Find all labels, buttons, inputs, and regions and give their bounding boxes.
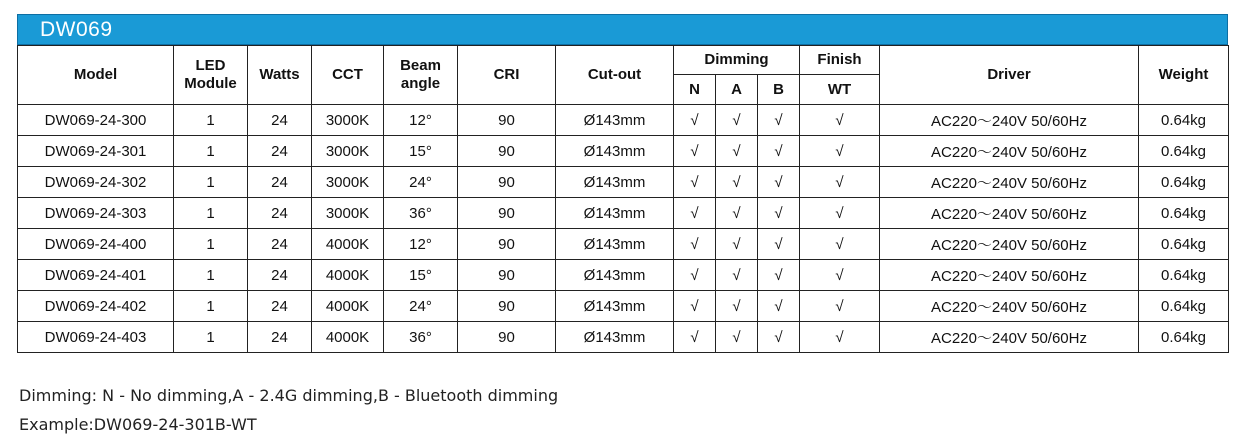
cell-weight: 0.64kg (1139, 229, 1229, 260)
cell-watts: 24 (248, 136, 312, 167)
table-row (18, 291, 1229, 322)
cell-driver: AC220～240V 50/60Hz (880, 167, 1139, 198)
cell-dimming-n: √ (674, 229, 716, 260)
cell-cri: 90 (458, 136, 556, 167)
cell-driver: AC220～240V 50/60Hz (880, 322, 1139, 353)
header-cutout: Cut-out (556, 46, 674, 105)
cell-cri: 90 (458, 291, 556, 322)
header-beam-angle: Beam angle (384, 46, 458, 105)
cell-led-module: 1 (174, 167, 248, 198)
table-row (18, 229, 1229, 260)
cell-beam-angle: 15° (384, 260, 458, 291)
table-row (18, 198, 1229, 229)
cell-watts: 24 (248, 291, 312, 322)
cell-dimming-b: √ (758, 167, 800, 198)
header-led-module: LED Module (174, 46, 248, 105)
cell-led-module: 1 (174, 229, 248, 260)
cell-weight: 0.64kg (1139, 136, 1229, 167)
cell-cct: 3000K (312, 136, 384, 167)
cell-watts: 24 (248, 105, 312, 136)
cell-dimming-a: √ (716, 291, 758, 322)
header-dimming-b: B (758, 75, 800, 105)
cell-model: DW069-24-403 (18, 322, 174, 353)
spec-sheet (17, 14, 1228, 353)
cell-weight: 0.64kg (1139, 105, 1229, 136)
cell-model: DW069-24-300 (18, 105, 174, 136)
header-weight: Weight (1139, 46, 1229, 105)
cell-watts: 24 (248, 322, 312, 353)
cell-model: DW069-24-302 (18, 167, 174, 198)
cell-dimming-n: √ (674, 105, 716, 136)
spec-table (17, 45, 1229, 353)
cell-driver: AC220～240V 50/60Hz (880, 136, 1139, 167)
cell-dimming-b: √ (758, 229, 800, 260)
table-header (18, 46, 1229, 105)
table-row (18, 322, 1229, 353)
cell-finish-wt: √ (800, 291, 880, 322)
cell-dimming-n: √ (674, 322, 716, 353)
cell-cutout: Ø143mm (556, 105, 674, 136)
cell-driver: AC220～240V 50/60Hz (880, 105, 1139, 136)
cell-cct: 4000K (312, 291, 384, 322)
cell-finish-wt: √ (800, 322, 880, 353)
cell-cutout: Ø143mm (556, 291, 674, 322)
cell-driver: AC220～240V 50/60Hz (880, 260, 1139, 291)
cell-finish-wt: √ (800, 136, 880, 167)
cell-finish-wt: √ (800, 198, 880, 229)
table-title: DW069 (17, 14, 1228, 45)
cell-model: DW069-24-400 (18, 229, 174, 260)
cell-cct: 3000K (312, 167, 384, 198)
cell-finish-wt: √ (800, 229, 880, 260)
cell-beam-angle: 36° (384, 322, 458, 353)
cell-weight: 0.64kg (1139, 322, 1229, 353)
table-row (18, 260, 1229, 291)
cell-driver: AC220～240V 50/60Hz (880, 198, 1139, 229)
cell-cct: 4000K (312, 260, 384, 291)
cell-weight: 0.64kg (1139, 291, 1229, 322)
cell-dimming-a: √ (716, 322, 758, 353)
cell-cct: 3000K (312, 105, 384, 136)
cell-led-module: 1 (174, 291, 248, 322)
cell-beam-angle: 24° (384, 291, 458, 322)
header-finish: Finish (800, 46, 880, 75)
cell-weight: 0.64kg (1139, 167, 1229, 198)
cell-dimming-n: √ (674, 198, 716, 229)
cell-dimming-b: √ (758, 322, 800, 353)
table-body (18, 105, 1229, 353)
cell-beam-angle: 15° (384, 136, 458, 167)
cell-cct: 4000K (312, 229, 384, 260)
table-row (18, 136, 1229, 167)
cell-cutout: Ø143mm (556, 198, 674, 229)
cell-model: DW069-24-303 (18, 198, 174, 229)
cell-dimming-n: √ (674, 167, 716, 198)
cell-cct: 3000K (312, 198, 384, 229)
cell-watts: 24 (248, 229, 312, 260)
cell-cutout: Ø143mm (556, 260, 674, 291)
header-cri: CRI (458, 46, 556, 105)
cell-driver: AC220～240V 50/60Hz (880, 229, 1139, 260)
table-row (18, 105, 1229, 136)
dimming-legend: Dimming: N - No dimming,A - 2.4G dimming,B - Bluetooth dimming (19, 386, 559, 405)
header-model: Model (18, 46, 174, 105)
cell-led-module: 1 (174, 136, 248, 167)
cell-weight: 0.64kg (1139, 260, 1229, 291)
header-dimming-n: N (674, 75, 716, 105)
cell-dimming-b: √ (758, 198, 800, 229)
cell-led-module: 1 (174, 260, 248, 291)
header-dimming: Dimming (674, 46, 800, 75)
cell-finish-wt: √ (800, 260, 880, 291)
cell-cri: 90 (458, 229, 556, 260)
cell-weight: 0.64kg (1139, 198, 1229, 229)
example-note: Example:DW069-24-301B-WT (19, 415, 257, 434)
cell-dimming-a: √ (716, 229, 758, 260)
cell-watts: 24 (248, 260, 312, 291)
cell-dimming-n: √ (674, 136, 716, 167)
header-cct: CCT (312, 46, 384, 105)
cell-beam-angle: 12° (384, 229, 458, 260)
cell-dimming-n: √ (674, 291, 716, 322)
header-driver: Driver (880, 46, 1139, 105)
cell-cri: 90 (458, 198, 556, 229)
cell-led-module: 1 (174, 105, 248, 136)
cell-dimming-a: √ (716, 105, 758, 136)
table-row (18, 167, 1229, 198)
cell-cutout: Ø143mm (556, 322, 674, 353)
header-watts: Watts (248, 46, 312, 105)
cell-beam-angle: 12° (384, 105, 458, 136)
cell-led-module: 1 (174, 322, 248, 353)
cell-cri: 90 (458, 167, 556, 198)
cell-finish-wt: √ (800, 105, 880, 136)
cell-cri: 90 (458, 260, 556, 291)
cell-cutout: Ø143mm (556, 229, 674, 260)
cell-model: DW069-24-401 (18, 260, 174, 291)
header-finish-wt: WT (800, 75, 880, 105)
cell-model: DW069-24-402 (18, 291, 174, 322)
cell-cutout: Ø143mm (556, 136, 674, 167)
cell-dimming-b: √ (758, 105, 800, 136)
cell-driver: AC220～240V 50/60Hz (880, 291, 1139, 322)
cell-dimming-a: √ (716, 136, 758, 167)
cell-watts: 24 (248, 198, 312, 229)
cell-cct: 4000K (312, 322, 384, 353)
cell-dimming-n: √ (674, 260, 716, 291)
cell-watts: 24 (248, 167, 312, 198)
cell-dimming-b: √ (758, 260, 800, 291)
cell-dimming-a: √ (716, 198, 758, 229)
cell-dimming-b: √ (758, 291, 800, 322)
cell-beam-angle: 36° (384, 198, 458, 229)
cell-finish-wt: √ (800, 167, 880, 198)
cell-cri: 90 (458, 322, 556, 353)
header-dimming-a: A (716, 75, 758, 105)
cell-beam-angle: 24° (384, 167, 458, 198)
cell-dimming-b: √ (758, 136, 800, 167)
cell-dimming-a: √ (716, 167, 758, 198)
cell-model: DW069-24-301 (18, 136, 174, 167)
cell-cri: 90 (458, 105, 556, 136)
cell-dimming-a: √ (716, 260, 758, 291)
cell-led-module: 1 (174, 198, 248, 229)
cell-cutout: Ø143mm (556, 167, 674, 198)
